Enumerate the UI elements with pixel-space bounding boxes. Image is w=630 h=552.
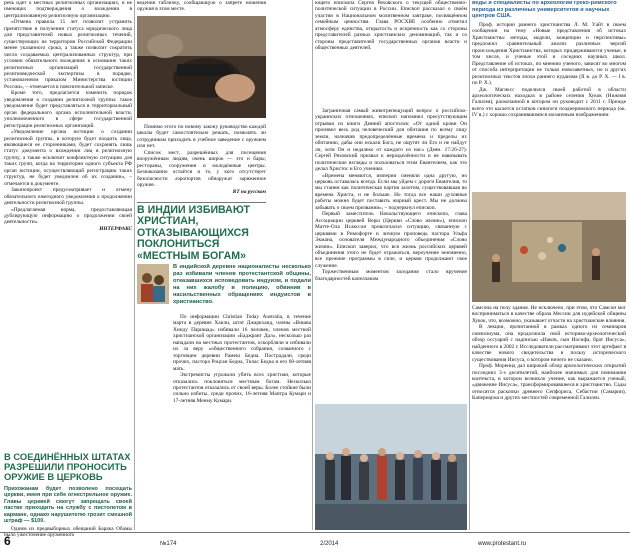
india-lede: В индийской деревне националисты несколько раз избивали членов протестантской общины, отказавшихся исповедовать индуизм, и подали на них жалобу в полицию, обвинив в насильственных обращениях индуистов в христианство.: [173, 264, 311, 305]
col1-para-6: «Предлагаемая норма, предоставляющая дублирующую информацию о продолжении своей деятельности».: [4, 206, 132, 226]
col4-toplede: веды и специалисты по археологии греко-римского периода из различных университетов и научных центров США.: [472, 0, 617, 19]
divider-3: [469, 0, 470, 530]
site-url: www.protestant.ru: [478, 541, 527, 547]
ceremony-photo: [315, 404, 467, 530]
page-number: 6: [4, 534, 11, 548]
col1-para-4: «Уведомление органа юстиции о создании религиозной группы, в которую будет входить лица, являющиеся ее сторонниками, будет сохранять лишь статус документа о вхождении лиц в религиозную группу, а также исключит конфликтную ситуацию для таких групп, когда на территории одного субъекта РФ орган юстиции, осуществляющий регистрацию таких структур, не будет уведомлен об их создании», – отмечается в документе.: [4, 129, 132, 187]
issue-number: №174: [160, 541, 177, 547]
crowd-thumbnail-icon: [137, 264, 169, 304]
excavation-photo: [472, 192, 626, 302]
col1-para-1: речь идет о местных религиозных организациях, и не имеющих подтверждения о вхождении в централизованную религиозную организацию.: [4, 0, 132, 19]
divider-col2-h: [137, 202, 266, 203]
col2-para-1: ведения табличку, сообщающую о запрете ношения оружия в этом месте.: [137, 0, 266, 13]
col1-para-3: Кроме того, предлагается изменить порядок уведомления о создании религиозной группы: такое уведомление будет представляться в территориальный орган федерального органа исполнительной власти, уполномоченного в сфере государственной регистрации религиозных организаций.: [4, 90, 132, 129]
us-guns-tail: Одним из предвыборных обещаний Барака Обамы было ужесточение оружейного: [4, 525, 132, 539]
illustration-hindu-idol: [202, 212, 264, 258]
col1-para-5: Законопроект предусматривает и отмену обязательного ежегодного уведомления о продолжении деятельности религиозной группы.: [4, 187, 132, 207]
column-4-top-lede: [472, 0, 626, 20]
col3-para-1: ющего епископа Сергея Ряховского о текущей общественно-политической ситуации в России. Епископ рассказал о своём участии в Национальном молитвенном завтраке, посвящённом семейным ценностям. Глава РОСХВЕ особенно отметил атмосферу единства, открытость и искренность как со стороны представителей разных христианских деноминаций, так и со стороны представителей государственных органов власти и общественных деятелей.: [315, 0, 467, 52]
india-thumbnail: [137, 264, 169, 304]
divider-2: [312, 0, 313, 530]
illustration-award-ceremony: [315, 404, 467, 530]
us-guns-headline: В СОЕДИНЁННЫХ ШТАТАХ РАЗРЕШИЛИ ПРОНОСИТЬ ОРУЖИЕ В ЦЕРКОВЬ: [4, 451, 131, 483]
col2-para-3: Список мест, разрешённых для посещения вооружённым людям, очень широк — это и бары, рестораны, сооружения и молодёжные центры. Безнаказанно остаётся и то, у кого отсутствует безопасности аэропортов обнаружат заряженное оружие.: [137, 149, 266, 189]
col3-para-3: «Времена меняются, империи сменяли одна другую, но церковь оставалась всегда. Если мы уйдем с дороги Евангелия, то мы станем как политическая партия захотим, существовавшая во времена Христа, и не больше. Но тогда все наши духовные работы можно будет поставить жирный крест. Мы не должны забывать о своем призвании», – подчеркнул епископ.: [315, 172, 467, 211]
india-body-2: Экстремисты угрожали убить всех христиан, которые отказались поклоняться местным богам. Несколько протестантов отказались от своей веры. Более стойкие были сильно избиты, среди прочих, 16-летняя Мантра Кумари и 17-летняя Менму Кумари.: [173, 372, 311, 404]
col4-para-1: Проф. истории раннего христианства Л. М. Уайт в своем сообщении на тему «Новые представления об истоках Христианства: методы, модели, концепции и перспективы» предложил сравнительный анализ различных версий происхождения Христианства, которых придерживаются ученые, в том числе, и ученые этой и соседних научных школ. Представление об истоках, по мнению ученого, зависят во многом от способа интерпретации не только новозаветных, но и других религиозных текстов эпохи раннего иудаизма (II в. до Р. Х. — I в. по Р. Х.).: [472, 22, 626, 87]
col3-para-4: Первый заместитель Начальствующего епископа, глава Ассоциации церквей Веры (Церкви «Слово жизни»), епископ Матте-Ола Исакссон провозгласил ситуацию, связанную с церквями в Римофорте и личную проповедь пастора Ульфа Экмана, основателя Международного объединения «Слово жизни». Епископ заверил, что вся жизнь российских церквей объединения этого не будет отражаться, вероучение неизменно, все прежние программы в силе, и церкви продолжают свое служение.: [315, 211, 467, 269]
column-3-cont: [315, 108, 467, 404]
india-body: [137, 314, 311, 530]
col3-para-2: Заграничная самый животрепещущий вопрос о российско-украинских отношениях, епископ напомнил присутствующим отрывки из книги Деяний апостолов: «От одной крови Он произвел весь род человеческий для обитания по всему лицу земли, назначив предопределённые времена и пределы их обитанию, дабы они искали Бога, не ощутят ли Его и не найдут ли, хотя Он и недалеко от каждого из нас» (Деян. 17:26-27). Сергей Ряховский призвал к неразделённости и не навязывать политические взгляды и пользоваться этим Евангелием, как это делал Христос и Его ученики.: [315, 108, 467, 173]
issue-date: 2/2014: [320, 541, 339, 547]
col3-para-5: Торжественным моментом заседания стало вручение благодарностей капелланам: [315, 269, 467, 282]
illustration-excavation: [472, 192, 626, 302]
col4-para-2: Дж. Магнесс поделился своей работой в области археологических находках в районе селения Хукок (Нижняя Галилея), раскопанной в котором он руководит с 2011 г. Прежде всего это касается остатков синагоги позднеримского периода (ок. IV в.) с хорошо сохранившимися мозаичным изображением: [472, 86, 626, 119]
us-guns-article: [4, 451, 132, 539]
illustration-pistol-church: [137, 16, 266, 118]
pistol-in-hand-photo: [137, 16, 266, 118]
col2-signature: RT на русском: [232, 188, 266, 195]
col1-para-2: «Отмена правила 15 лет позволит устранить препятствие в получении статуса юридического лица для представителей новых религиозных течений, существующих на территории Российской Федерации менее указанного срока, а также позволит сократить число создаваемых централизованных структур, при условии обязательного вхождения в основание таких религиозных организаций государственной религиоведческой экспертизы в порядке, установленном приказом Министерства юстиции России», – отмечается в пояснительной записке.: [4, 19, 132, 90]
col4-after-1: Самсона на полу здания. Не исключено, при этом, что Самсон мог восприниматься в качестве образа Мессии для иудейской общины Хукок, что, возможно, указывает отчасти на христианские влияния.: [472, 305, 626, 324]
col2-para-2: Помимо этого по новому закону руководство каждой школы будет самостоятельно решать, позволять ли сотрудникам приходить в учебное заведение с оружием или нет.: [137, 124, 266, 150]
col4-after-2: В лекции, прочитанной в рамках одного из семинаров симпозиума, она продолжила свой историко-археологический обзор оссуарий с надписью «Иаков, сын Иосифа, брат Иисуса», найденного в 2002 г. Исследователи рассматривают этот артефакт в качестве нового свидетельства в пользу исторического существования Иисуса, о котором ничего не сказано.: [472, 324, 626, 363]
illustration-conference-photo: [430, 80, 466, 110]
us-guns-lede: Прихожанам будет позволено посещать церкви, имея при себе огнестрельное оружие. Главы церквей смогут запрещать своей пастве приходить на службу с пистолетом в кармане, однако нарушителю грозит смешной штраф — $100.: [4, 485, 132, 525]
column-4: [472, 22, 626, 192]
divider-1: [134, 0, 135, 530]
footer-rule: [0, 532, 630, 533]
col1-signature: ИНТЕРФАКС: [99, 225, 132, 232]
india-headline: В ИНДИИ ИЗБИВАЮТ ХРИСТИАН, ОТКАЗЫВАЮЩИХСЯ ПОКЛОНИТЬСЯ «МЕСТНЫМ БОГАМ»: [137, 204, 250, 262]
india-body-1: По информации Christian Today Australia, в течение марта в деревне Хаили, штат Джаркханд, члены «Вишва Хинду Паришад» избивали 16 человек, членов местной христианской организации «Баджранг Дал», несколько раз нападали на местных протестантов, оскорбляли и избивали их за веру «общественного собрания, созванного с торговцем деревни Рамеш Бедиа. Пострадали, среди прочих, пастора Роцсан Бедиа, Тилас Бедиа и его 60-летняя мать.: [173, 314, 311, 372]
column-4-cont: [472, 305, 626, 530]
col4-after-3: Проф. Моренид дал широкий обзор археологических открытий последних 3-х десятилетий, наиболее значимых для понимания контекста, в котором возникло учение, как выражается ученый, «движение Иисуса», трансформировавшееся в христианство. Сады относятся раскопки древнего Сепфориса, Себастии (Самарии), Капернаума и других местностей современной Галилеи.: [472, 363, 626, 402]
